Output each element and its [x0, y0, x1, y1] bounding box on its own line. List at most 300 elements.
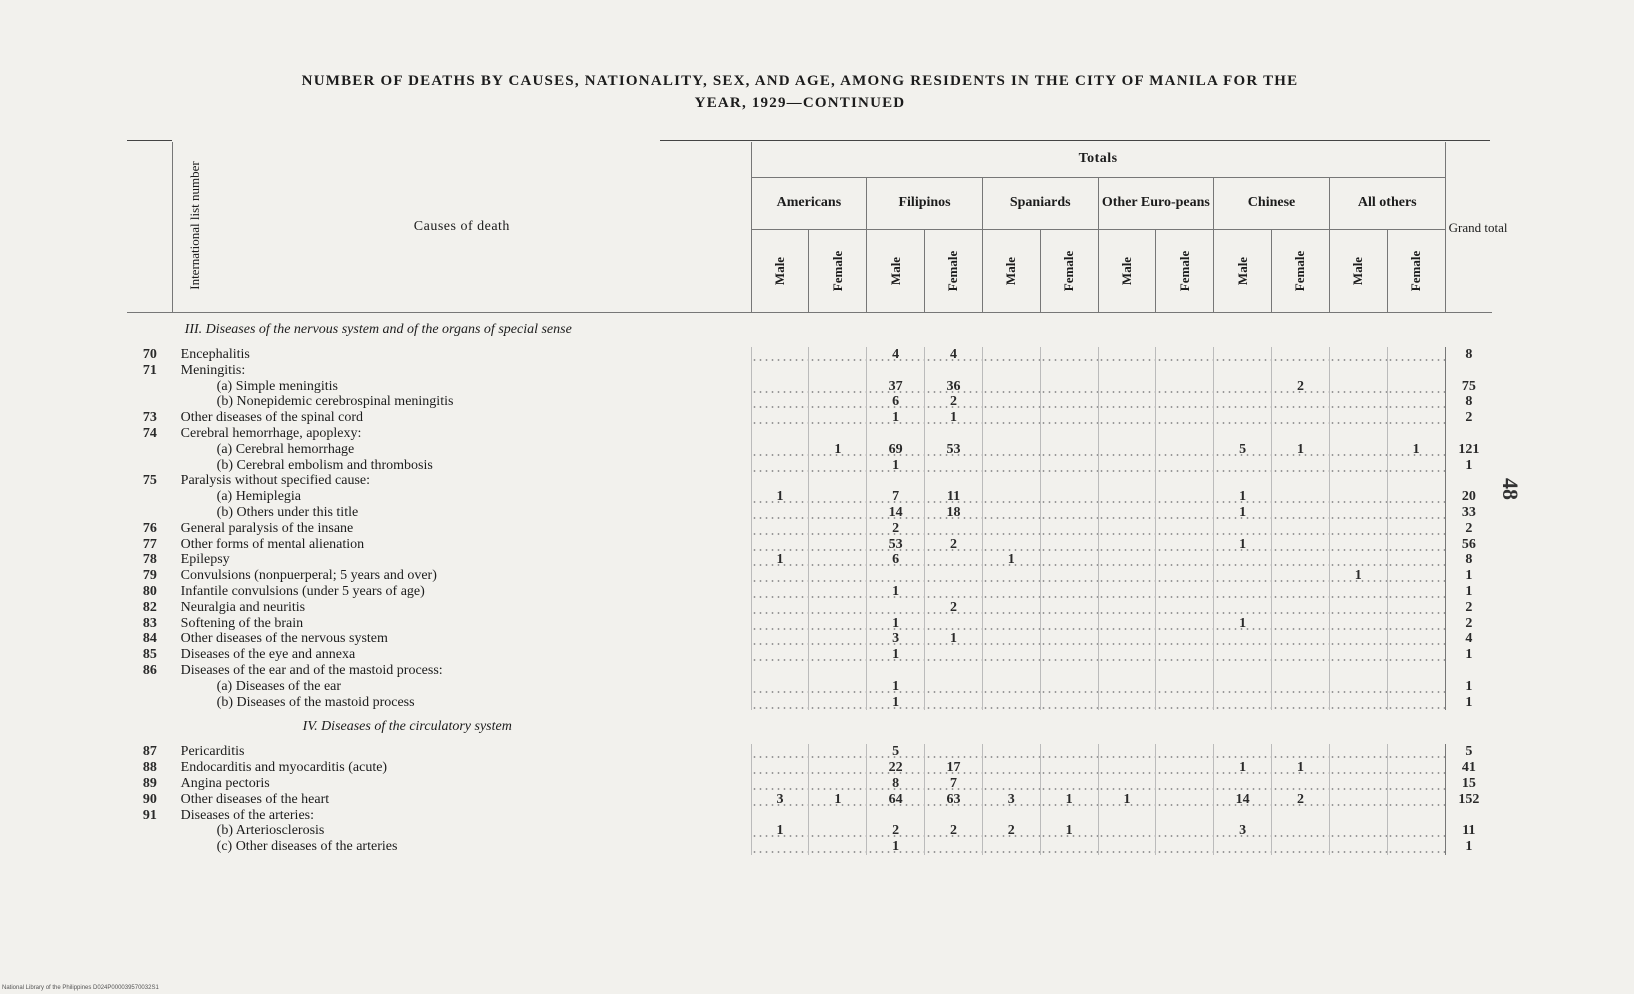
count-cell: [1098, 808, 1156, 824]
count-cell: [1272, 458, 1330, 474]
sex-male-header: Male: [1098, 230, 1156, 313]
count-cell: [1272, 808, 1330, 824]
count-cell: 2: [925, 600, 983, 616]
count-cell: [982, 363, 1040, 379]
count-cell: [867, 600, 925, 616]
grand-total-cell: [1445, 473, 1492, 489]
count-cell: 1: [1040, 792, 1098, 808]
grand-total-cell: 20: [1445, 489, 1492, 505]
count-cell: [1214, 808, 1272, 824]
count-cell: 1: [809, 442, 867, 458]
count-cell: 14: [1214, 792, 1272, 808]
count-cell: 53: [867, 537, 925, 553]
cause-label: Angina pectoris: [180, 775, 270, 791]
count-cell: [925, 679, 983, 695]
title-line-2: YEAR, 1929—CONTINUED: [694, 95, 906, 111]
count-cell: [925, 663, 983, 679]
count-cell: 1: [867, 616, 925, 632]
count-cell: [1387, 347, 1445, 363]
sex-female-header: Female: [1156, 230, 1214, 313]
cause-label: Softening of the brain: [180, 615, 304, 631]
count-cell: 1: [867, 839, 925, 855]
count-cell: 7: [867, 489, 925, 505]
count-cell: 17: [925, 760, 983, 776]
count-cell: [925, 473, 983, 489]
count-cell: [1272, 363, 1330, 379]
cause-label: Diseases of the ear and of the mastoid process:: [180, 662, 443, 678]
count-cell: [1156, 394, 1214, 410]
count-cell: [1214, 776, 1272, 792]
count-cell: [1214, 663, 1272, 679]
count-cell: [751, 776, 809, 792]
count-cell: [1387, 695, 1445, 711]
count-cell: [1329, 521, 1387, 537]
count-cell: 63: [925, 792, 983, 808]
count-cell: [1387, 839, 1445, 855]
grand-total-cell: 1: [1445, 584, 1492, 600]
count-cell: [809, 631, 867, 647]
section-header-row: [127, 313, 1492, 348]
table-row: [127, 537, 1492, 553]
count-cell: 36: [925, 379, 983, 395]
count-cell: 14: [867, 505, 925, 521]
count-cell: [1214, 584, 1272, 600]
count-cell: 2: [867, 521, 925, 537]
count-cell: [867, 663, 925, 679]
count-cell: [809, 663, 867, 679]
count-cell: [1156, 808, 1214, 824]
count-cell: [1040, 505, 1098, 521]
count-cell: [1156, 521, 1214, 537]
count-cell: 1: [925, 410, 983, 426]
table-row: [127, 394, 1492, 410]
count-cell: [1040, 458, 1098, 474]
count-cell: [809, 537, 867, 553]
count-cell: [1387, 394, 1445, 410]
intl-code: [127, 489, 173, 505]
count-cell: [1156, 600, 1214, 616]
count-cell: 1: [1387, 442, 1445, 458]
cause-label: Pericarditis: [180, 744, 245, 760]
count-cell: [1040, 760, 1098, 776]
count-cell: 1: [809, 792, 867, 808]
count-cell: [1098, 647, 1156, 663]
count-cell: 1: [925, 631, 983, 647]
count-cell: [1040, 776, 1098, 792]
grand-total-cell: 33: [1445, 505, 1492, 521]
count-cell: [809, 552, 867, 568]
grand-total-cell: 4: [1445, 631, 1492, 647]
count-cell: 18: [925, 505, 983, 521]
sex-male-header: Male: [1214, 230, 1272, 313]
count-cell: [1387, 776, 1445, 792]
intl-code: 85: [142, 647, 157, 663]
count-cell: [809, 616, 867, 632]
count-cell: [1098, 394, 1156, 410]
count-cell: [1156, 537, 1214, 553]
cause-label: Other diseases of the heart: [180, 791, 330, 807]
grand-total-cell: 1: [1445, 839, 1492, 855]
count-cell: [1098, 695, 1156, 711]
count-cell: 1: [867, 647, 925, 663]
count-cell: [1156, 663, 1214, 679]
count-cell: [982, 776, 1040, 792]
count-cell: [925, 363, 983, 379]
count-cell: [1156, 679, 1214, 695]
count-cell: [809, 394, 867, 410]
count-cell: 2: [925, 823, 983, 839]
count-cell: [1098, 505, 1156, 521]
count-cell: [1329, 808, 1387, 824]
grand-total-cell: 1: [1445, 695, 1492, 711]
intl-code: 74: [142, 425, 157, 441]
count-cell: [867, 426, 925, 442]
top-rule-left: [127, 140, 172, 141]
count-cell: [1329, 552, 1387, 568]
count-cell: [1272, 521, 1330, 537]
count-cell: [1214, 631, 1272, 647]
intl-code: 73: [142, 410, 157, 426]
count-cell: [1387, 600, 1445, 616]
count-cell: [751, 394, 809, 410]
count-cell: [925, 552, 983, 568]
grand-total-cell: [1445, 426, 1492, 442]
count-cell: 2: [982, 823, 1040, 839]
intl-code: 79: [142, 568, 157, 584]
count-cell: [1040, 442, 1098, 458]
count-cell: [1387, 410, 1445, 426]
count-cell: [1156, 347, 1214, 363]
count-cell: [809, 679, 867, 695]
grand-total-cell: 1: [1445, 679, 1492, 695]
count-cell: [1098, 379, 1156, 395]
count-cell: [1272, 744, 1330, 760]
count-cell: [1156, 426, 1214, 442]
count-cell: [1214, 379, 1272, 395]
count-cell: [982, 647, 1040, 663]
count-cell: [1098, 616, 1156, 632]
count-cell: [1156, 473, 1214, 489]
table-row: [127, 458, 1492, 474]
count-cell: [1040, 473, 1098, 489]
count-cell: 1: [982, 552, 1040, 568]
count-cell: [925, 808, 983, 824]
count-cell: [1156, 776, 1214, 792]
count-cell: [982, 808, 1040, 824]
nat-spaniards-header: Spaniards: [982, 177, 1098, 229]
count-cell: [1329, 489, 1387, 505]
count-cell: [1040, 679, 1098, 695]
count-cell: 7: [925, 776, 983, 792]
count-cell: [1214, 568, 1272, 584]
intl-code: [127, 679, 173, 695]
count-cell: [809, 776, 867, 792]
table-row: [127, 473, 1492, 489]
count-cell: [1387, 458, 1445, 474]
intl-code: 83: [142, 615, 157, 631]
count-cell: [1098, 631, 1156, 647]
count-cell: [1214, 458, 1272, 474]
count-cell: [1098, 776, 1156, 792]
count-cell: [1272, 776, 1330, 792]
count-cell: [1329, 792, 1387, 808]
count-cell: 5: [867, 744, 925, 760]
count-cell: [1387, 792, 1445, 808]
count-cell: [1387, 426, 1445, 442]
sex-male-header: Male: [867, 230, 925, 313]
table-row: [127, 679, 1492, 695]
count-cell: [982, 760, 1040, 776]
count-cell: [1156, 458, 1214, 474]
count-cell: 1: [751, 489, 809, 505]
count-cell: [1214, 552, 1272, 568]
count-cell: [1329, 537, 1387, 553]
count-cell: 8: [867, 776, 925, 792]
count-cell: [1329, 410, 1387, 426]
table-row: [127, 521, 1492, 537]
nat-chinese-header: Chinese: [1214, 177, 1330, 229]
intl-code: 76: [142, 520, 157, 536]
count-cell: [1098, 744, 1156, 760]
count-cell: [1329, 776, 1387, 792]
page-number: 48: [1498, 478, 1523, 500]
count-cell: [1387, 505, 1445, 521]
count-cell: [1272, 552, 1330, 568]
intl-code: 86: [142, 662, 157, 678]
count-cell: [925, 695, 983, 711]
intl-code: [127, 839, 173, 855]
count-cell: [867, 568, 925, 584]
count-cell: [751, 568, 809, 584]
count-cell: [1156, 695, 1214, 711]
count-cell: 1: [1214, 537, 1272, 553]
nat-americans-header: Americans: [751, 177, 867, 229]
grand-total-cell: 15: [1445, 776, 1492, 792]
count-cell: [1156, 410, 1214, 426]
count-cell: [925, 568, 983, 584]
count-cell: [1387, 473, 1445, 489]
count-cell: [1098, 552, 1156, 568]
count-cell: [1387, 760, 1445, 776]
count-cell: 2: [867, 823, 925, 839]
table-row: [127, 760, 1492, 776]
count-cell: [1272, 473, 1330, 489]
count-cell: [1156, 616, 1214, 632]
count-cell: [1156, 647, 1214, 663]
count-cell: [809, 647, 867, 663]
table-row: [127, 552, 1492, 568]
count-cell: [1040, 631, 1098, 647]
table-row: [127, 363, 1492, 379]
table-row: [127, 347, 1492, 363]
count-cell: [1329, 426, 1387, 442]
count-cell: [809, 744, 867, 760]
table-row: [127, 379, 1492, 395]
sex-female-header: Female: [1387, 230, 1445, 313]
intl-code: [127, 695, 173, 711]
count-cell: [1329, 760, 1387, 776]
count-cell: [867, 808, 925, 824]
count-cell: [982, 473, 1040, 489]
count-cell: [1040, 410, 1098, 426]
count-cell: [982, 410, 1040, 426]
count-cell: [751, 521, 809, 537]
count-cell: [1329, 647, 1387, 663]
count-cell: [1214, 363, 1272, 379]
count-cell: [1272, 663, 1330, 679]
count-cell: [1040, 489, 1098, 505]
grand-total-cell: 2: [1445, 410, 1492, 426]
count-cell: 1: [1098, 792, 1156, 808]
count-cell: [1387, 808, 1445, 824]
count-cell: [1329, 631, 1387, 647]
count-cell: [1156, 839, 1214, 855]
count-cell: [1329, 695, 1387, 711]
count-cell: [809, 760, 867, 776]
count-cell: 5: [1214, 442, 1272, 458]
count-cell: [982, 584, 1040, 600]
count-cell: [1098, 473, 1156, 489]
count-cell: [1329, 679, 1387, 695]
grand-total-cell: 1: [1445, 647, 1492, 663]
count-cell: [1387, 363, 1445, 379]
count-cell: [1040, 808, 1098, 824]
cause-label: (a) Cerebral hemorrhage: [216, 441, 355, 457]
count-cell: [809, 584, 867, 600]
count-cell: [809, 695, 867, 711]
count-cell: [1387, 489, 1445, 505]
count-cell: 1: [1214, 760, 1272, 776]
count-cell: [1040, 379, 1098, 395]
grand-total-cell: 8: [1445, 552, 1492, 568]
count-cell: [1387, 647, 1445, 663]
grand-total-cell: 1: [1445, 458, 1492, 474]
cause-label: (a) Hemiplegia: [216, 489, 302, 505]
count-cell: [1214, 521, 1272, 537]
count-cell: [1387, 537, 1445, 553]
grand-total-cell: 56: [1445, 537, 1492, 553]
count-cell: [982, 505, 1040, 521]
count-cell: [1329, 473, 1387, 489]
count-cell: [809, 600, 867, 616]
cause-label: (b) Cerebral embolism and thrombosis: [216, 457, 433, 473]
count-cell: [751, 631, 809, 647]
count-cell: [982, 379, 1040, 395]
count-cell: [1329, 616, 1387, 632]
count-cell: [751, 363, 809, 379]
count-cell: [1098, 363, 1156, 379]
intl-code: [127, 442, 173, 458]
count-cell: [1214, 426, 1272, 442]
count-cell: [1040, 584, 1098, 600]
count-cell: [1272, 410, 1330, 426]
intl-code: 80: [142, 583, 157, 599]
count-cell: 2: [925, 394, 983, 410]
count-cell: [1329, 823, 1387, 839]
count-cell: [1272, 679, 1330, 695]
count-cell: [809, 808, 867, 824]
table-row: [127, 426, 1492, 442]
table-row: [127, 792, 1492, 808]
grand-total-cell: 2: [1445, 616, 1492, 632]
intl-code: [127, 458, 173, 474]
count-cell: [1040, 347, 1098, 363]
intl-code: 87: [142, 744, 157, 760]
count-cell: [925, 616, 983, 632]
count-cell: 1: [1214, 505, 1272, 521]
count-cell: [1156, 823, 1214, 839]
grand-total-cell: [1445, 663, 1492, 679]
count-cell: 6: [867, 552, 925, 568]
count-cell: [1098, 442, 1156, 458]
count-cell: [1040, 363, 1098, 379]
count-cell: [1214, 347, 1272, 363]
footer-credit: National Library of the Philippines D024P000039570032S1: [2, 985, 159, 991]
cause-label: Convulsions (nonpuerperal; 5 years and over): [180, 568, 437, 584]
cause-label: Diseases of the arteries:: [180, 807, 314, 823]
count-cell: [751, 616, 809, 632]
count-cell: [1272, 394, 1330, 410]
count-cell: 2: [925, 537, 983, 553]
count-cell: [1156, 631, 1214, 647]
count-cell: [751, 379, 809, 395]
count-cell: [1156, 379, 1214, 395]
count-cell: [751, 695, 809, 711]
count-cell: [1329, 458, 1387, 474]
table-row: [127, 568, 1492, 584]
grand-total-cell: 2: [1445, 600, 1492, 616]
count-cell: [925, 458, 983, 474]
count-cell: [751, 505, 809, 521]
count-cell: 3: [982, 792, 1040, 808]
count-cell: 2: [1272, 379, 1330, 395]
sex-female-header: Female: [925, 230, 983, 313]
count-cell: [1040, 537, 1098, 553]
count-cell: 1: [1214, 489, 1272, 505]
grand-total-cell: 75: [1445, 379, 1492, 395]
top-rule: [660, 140, 1490, 141]
count-cell: [1214, 744, 1272, 760]
count-cell: [1387, 379, 1445, 395]
count-cell: [1214, 473, 1272, 489]
cause-label: General paralysis of the insane: [180, 520, 354, 536]
count-cell: [751, 458, 809, 474]
count-cell: [1272, 616, 1330, 632]
count-cell: [1272, 426, 1330, 442]
count-cell: [1387, 679, 1445, 695]
count-cell: [809, 458, 867, 474]
count-cell: 4: [925, 347, 983, 363]
cause-label: Other diseases of the nervous system: [180, 631, 388, 647]
count-cell: [1272, 537, 1330, 553]
count-cell: [982, 631, 1040, 647]
count-cell: 69: [867, 442, 925, 458]
count-cell: [925, 584, 983, 600]
nat-all-others-header: All others: [1329, 177, 1445, 229]
count-cell: [1156, 584, 1214, 600]
count-cell: [751, 426, 809, 442]
count-cell: [1272, 505, 1330, 521]
count-cell: [1329, 363, 1387, 379]
sex-female-header: Female: [1272, 230, 1330, 313]
count-cell: [982, 426, 1040, 442]
cause-label: Other diseases of the spinal cord: [180, 410, 363, 426]
count-cell: [1214, 394, 1272, 410]
count-cell: [1272, 839, 1330, 855]
count-cell: 1: [867, 679, 925, 695]
count-cell: 1: [1214, 616, 1272, 632]
intl-code: 91: [142, 807, 157, 823]
